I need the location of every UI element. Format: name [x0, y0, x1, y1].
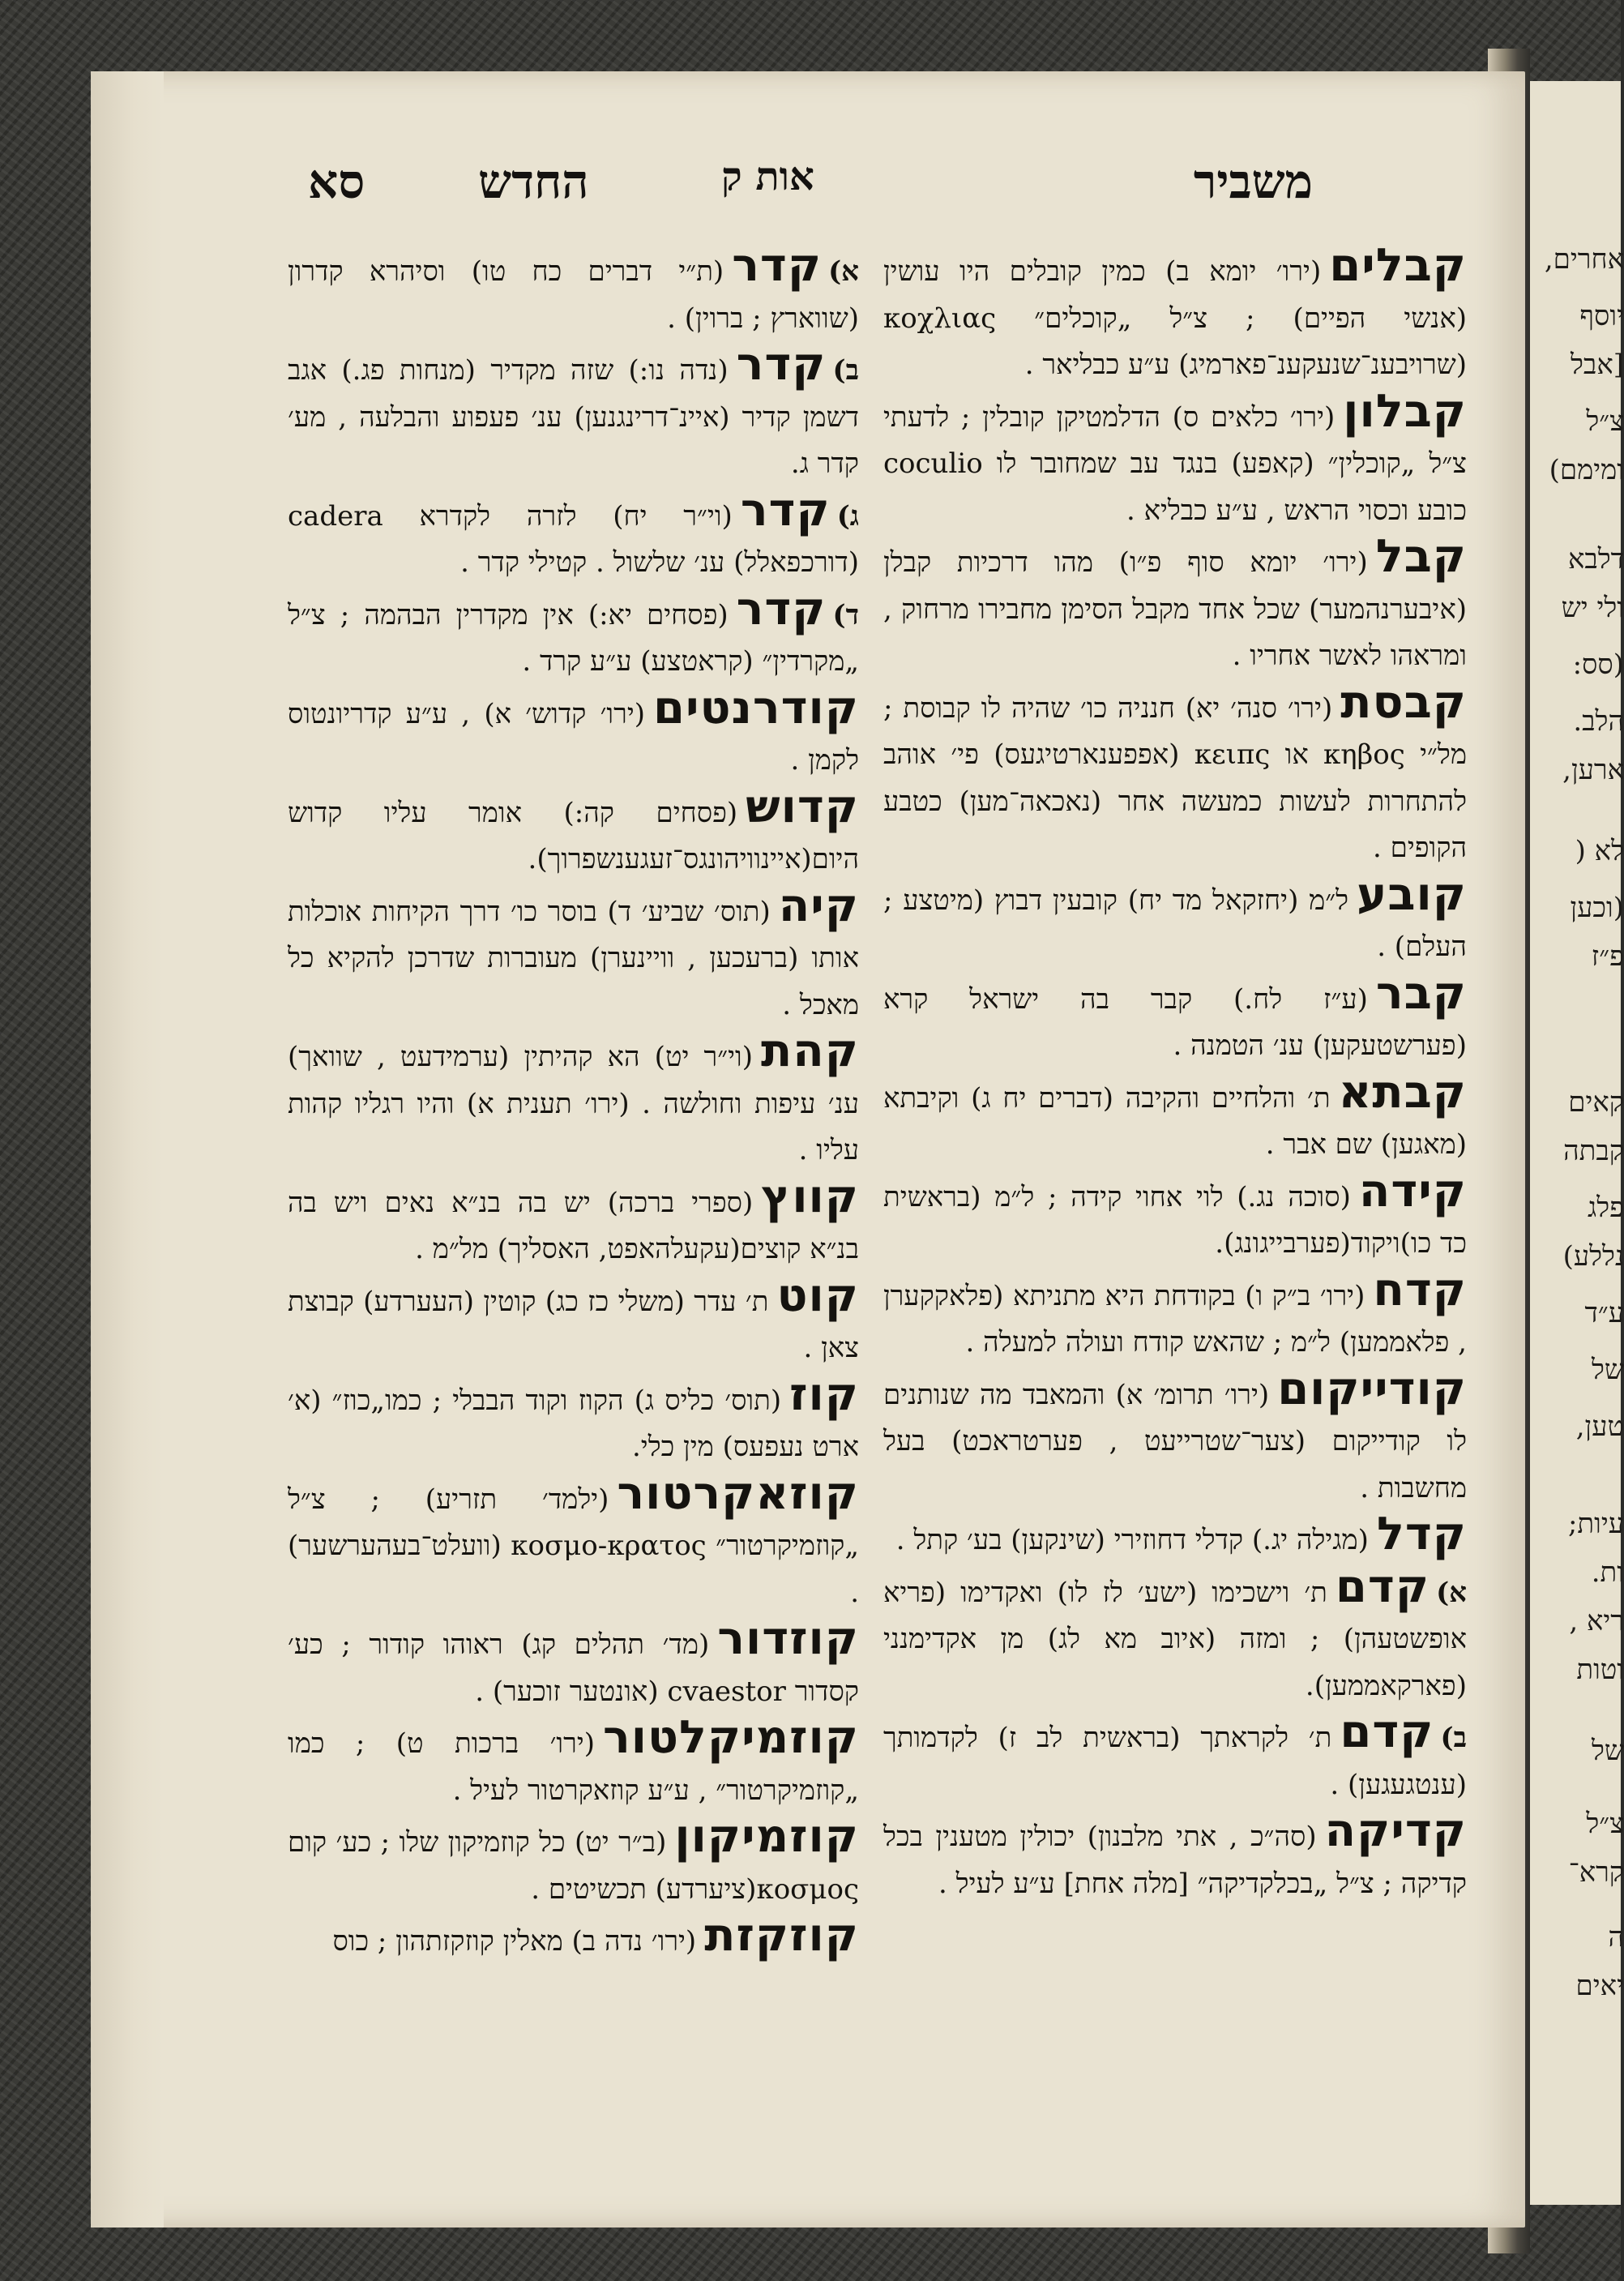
next-page-fragment: טען,	[1575, 1410, 1624, 1443]
entry-headword: קוזאקרטור	[617, 1466, 859, 1520]
next-page-fragment: (סס:	[1572, 648, 1624, 681]
next-page-edge	[1530, 81, 1624, 2205]
entry-definition: (ירו׳ קדוש׳ א) , ע״ע קדריונטוס לקמן .	[288, 697, 859, 777]
entry-headword: קוזמיקון	[674, 1810, 859, 1863]
entry-headword: קבתא	[1338, 1065, 1467, 1119]
next-page-fragment: עיות;	[1567, 1508, 1624, 1540]
dictionary-entry	[288, 1025, 859, 1175]
page-number: סא	[308, 154, 365, 209]
dictionary-entry	[883, 675, 1467, 872]
dictionary-entry	[288, 483, 859, 587]
entry-definition: (פסחים יא:) אין מקדרין הבהמה ; צ״ל „מקרדין״ (קראטצע) ע״ע קרד .	[288, 598, 859, 678]
dictionary-entry	[883, 966, 1467, 1070]
entry-headword: קבר	[1375, 966, 1467, 1020]
entry-marker: ב)	[832, 354, 859, 387]
dictionary-entry	[883, 1164, 1467, 1268]
entry-definition: (ירו׳ נדה ב) מאלין קוזקזתהון ; כוס	[332, 1925, 697, 1958]
dictionary-entry	[288, 879, 859, 1029]
entry-headword: קווץ	[761, 1170, 859, 1223]
entry-headword: קהת	[761, 1025, 859, 1077]
entry-headword: קוזדור	[717, 1612, 859, 1665]
entry-headword: קדם	[1335, 1560, 1430, 1613]
dictionary-entry	[288, 1269, 859, 1372]
entry-marker: ג)	[836, 499, 859, 533]
next-page-fragment: פלג	[1588, 1192, 1624, 1224]
entry-definition: (ירו׳ כלאים ס) הדלמטיקן קובלין ; לדעתי צ״ל „קוכלין״ (קאפע) בנגד עב שמחובר לו coculio כובע וכסוי הראש , ע״ע כבליא .	[883, 400, 1467, 527]
running-header	[292, 154, 1313, 219]
entry-headword: קדר	[736, 582, 827, 636]
next-page-fragment: ות.	[1591, 1556, 1624, 1589]
entry-headword: קוזמיקלטור	[603, 1711, 859, 1764]
entry-headword: קוז	[789, 1367, 859, 1421]
dictionary-entry	[883, 1705, 1467, 1808]
entry-headword: קדח	[1373, 1263, 1467, 1316]
next-page-fragment: נללע)	[1562, 1240, 1624, 1273]
page-edge	[91, 71, 164, 2228]
next-page-fragment: קרא־	[1568, 1856, 1624, 1889]
dictionary-entry	[883, 1560, 1467, 1710]
entry-definition: ל״מ (יחזקאל מד יח) קובעין דבוץ (מיטצע ; העלם) .	[883, 884, 1467, 963]
entry-definition: (סוכה נג.) לוי אחוי קידה ; ל״מ (בראשית כד כו)ויקוד(פערבייגונג).	[883, 1180, 1467, 1260]
next-page-fragment: דלבא	[1567, 543, 1624, 576]
dictionary-entry	[883, 239, 1467, 389]
entry-headword: קבלון	[1343, 384, 1467, 438]
dictionary-entry	[288, 1466, 859, 1617]
entry-definition: ת׳ והלחיים והקיבה (דברים יח ג) וקיבתא (מאגען) שם אבר .	[883, 1081, 1467, 1161]
dictionary-entry	[883, 1508, 1467, 1564]
entry-headword: קדל	[1376, 1508, 1467, 1560]
dictionary-entry	[288, 1909, 859, 1966]
entry-definition: (ת״י דברים כח טו) וסיהרא קדרון (שווארץ ; ברוין) .	[288, 255, 859, 335]
dictionary-entry	[288, 239, 859, 342]
entry-definition: (ב״ר יט) כל קוזמיקון שלו ; כע׳ קום κοσμος(ציערדע) תכשיטים .	[288, 1826, 859, 1906]
next-page-fragment: ע״ד	[1584, 1297, 1624, 1329]
entry-definition: (ירו׳ יומא סוף פ״ו) מהו דרכיות קבלן (איבערנהמער) שכל אחד מקבל הסימן מחבירו מרחוק , ומראהו לאשר אחריו .	[883, 546, 1467, 672]
entry-definition: (ספרי ברכה) יש בה בנ״א נאים ויש בה בנ״א קוצים(עקעלהאפט, האסליך) מל״מ .	[288, 1186, 859, 1265]
entry-headword: קבל	[1375, 530, 1467, 583]
entry-headword: קדר	[736, 338, 827, 391]
dictionary-entry	[883, 384, 1467, 535]
next-page-fragment: צ״ל	[1586, 1808, 1624, 1840]
next-page-fragment: ריא ,	[1569, 1605, 1624, 1637]
dictionary-entry	[883, 1263, 1467, 1367]
dictionary-entry	[288, 780, 859, 884]
entry-headword: קודרנטים	[653, 681, 859, 734]
dictionary-entry	[288, 1170, 859, 1273]
next-page-fragment: ה	[1608, 1921, 1624, 1954]
next-page-fragment: הלב.	[1573, 705, 1624, 738]
entry-headword: קבסת	[1340, 675, 1467, 729]
dictionary-entry	[883, 867, 1467, 971]
dictionary-entry	[288, 582, 859, 686]
next-page-fragment: ארען,	[1562, 754, 1624, 786]
entry-marker: ד)	[832, 598, 859, 631]
dictionary-entry	[288, 338, 859, 488]
next-page-fragment: ומימם)	[1549, 454, 1624, 486]
dictionary-entry	[883, 1065, 1467, 1169]
entry-headword: קובע	[1357, 867, 1467, 921]
entry-headword: קדיקה	[1324, 1804, 1467, 1857]
dictionary-entry	[883, 530, 1467, 680]
column-right	[883, 239, 1467, 1907]
next-page-fragment: קאים	[1568, 1086, 1624, 1119]
entry-headword: קדר	[732, 239, 823, 292]
column-left	[288, 239, 859, 1966]
entry-definition: (וי״ר יח) לזרה לקדרא cadera (דורכפאלל) ענ׳ שלשול . קטילי קדר .	[288, 499, 859, 579]
entry-headword: קדם	[1340, 1705, 1434, 1758]
entry-definition: (ירו׳ סנה׳ יא) חנניה כו׳ שהיה לו קבוסת ; מל״י κηβος או κειπς (אפפענארטיגעס) פי׳ אוהב להתחרות לעשות כמעשה אחר (נאכאה־מען) כטבע הקופים .	[883, 691, 1467, 864]
entry-marker: א)	[1436, 1576, 1467, 1609]
entry-definition: ת׳ וישכימו (ישע׳ לז לו) ואקדימו (פריא אופשטעהן) ; ומזה (איוב מא לג) מן אקדימנני (פארקאממען).	[883, 1576, 1467, 1702]
entry-definition: (ירו׳ ב״ק ו) בקודחת היא מתניתא (פלאקקערן , פלאממען) ל״מ ; שהאש קודח ועולה למעלה .	[883, 1279, 1467, 1359]
next-page-fragment: ולי יש	[1561, 592, 1624, 624]
entry-definition: (ע״ז לח.) קבר בה ישראל קרא (פערשטעקען) ענ׳ הטמנה .	[883, 982, 1467, 1062]
entry-headword: קוט	[776, 1269, 859, 1322]
entry-definition: (ירו׳ ברכות ט) ; כמו „קוזמיקרטור״ , ע״ע קוזאקרטור לעיל .	[288, 1727, 859, 1807]
entry-definition: (מגילה יג.) קדלי דחוזירי (שינקען) בע׳ קתל .	[895, 1524, 1369, 1556]
entry-headword: קבלים	[1329, 239, 1467, 292]
entry-definition: (וי״ר יט) הא קהיתין (ערמידעט , שוואך) ענ׳ עיפות וחולשה . (ירו׳ תענית א) והיו רגליו קהות עליו .	[288, 1041, 859, 1166]
next-page-fragment: יוסף	[1579, 300, 1624, 332]
dictionary-entry	[288, 1612, 859, 1715]
entry-headword: קידה	[1358, 1164, 1467, 1218]
entry-marker: ב)	[1440, 1722, 1467, 1754]
entry-definition: (ירו׳ תרומ׳ א) והמאבד מה שנותנים לו קודייקום (צער־שטרייעט , פערטראכט) בעל מחשבות .	[883, 1378, 1467, 1504]
next-page-fragment: לא (	[1575, 835, 1624, 867]
dictionary-entry	[883, 1362, 1467, 1513]
entry-marker: א)	[828, 255, 859, 288]
dictionary-entry	[288, 1711, 859, 1814]
next-page-fragment: [אבל	[1571, 349, 1624, 381]
entry-definition: (תוס׳ שביע׳ ד) בוסר כו׳ דרך הקיחות אוכלות אותו (ברעכען , וויינערן) מעוברות שדרכן להקיא כל מאכל .	[288, 895, 859, 1021]
entry-definition: ת׳ לקראתך (בראשית לב ז) לקדמותך (ענטגעגען) .	[883, 1722, 1467, 1801]
dictionary-entry	[883, 1804, 1467, 1907]
next-page-fragment: של	[1592, 1354, 1624, 1386]
entry-definition: (תוס׳ כליס ג) הקוז וקוד הבבלי ; כמו„כוז״ (א׳ ארט נעפעס) מין כלי.	[288, 1384, 859, 1463]
header-title-right: משביר	[1193, 154, 1313, 209]
dictionary-entry	[288, 681, 859, 785]
entry-definition: (ילמד׳ תזריע) ; צ״ל „קוזמיקרטור״ κοσμο-κρατος (וועלט־בעהערשער) .	[288, 1483, 859, 1609]
header-title-left: החדש	[478, 154, 589, 209]
entry-headword: קודייקום	[1277, 1362, 1467, 1415]
next-page-fragment: צ״ל	[1586, 405, 1624, 438]
next-page-fragment: קבתה	[1563, 1135, 1624, 1167]
next-page-fragment: פ״ז	[1591, 940, 1624, 973]
entry-headword: קדוש	[746, 780, 859, 833]
entry-definition: (ירו׳ יומא ב) כמין קובלים היו עושין (אנשי הפיים) ; צ״ל „קוכלים״ κοχλιας (שרויבענ־שנעקענ־פארמיג) ע״ע כבליאר .	[883, 255, 1467, 381]
entry-definition: (מד׳ תהלים קג) ראוהו קודור ; כע׳ קסדור cvaestor (אונטער זוכער) .	[288, 1628, 859, 1708]
next-page-fragment: של	[1592, 1735, 1624, 1767]
header-letter-section: אות ק	[721, 154, 814, 199]
entry-headword: קוזקזת	[704, 1909, 859, 1962]
next-page-fragment: וטות	[1576, 1654, 1624, 1686]
dictionary-entry	[288, 1810, 859, 1913]
entry-headword: קיה	[778, 879, 859, 932]
next-page-fragment: (וכען	[1570, 892, 1624, 924]
entry-headword: קדר	[740, 483, 831, 537]
next-page-fragment: אחרים,	[1544, 243, 1624, 276]
entry-definition: ת׳ עדר (משלי כז כג) קוטין (העערדע) קבוצת צאן .	[288, 1285, 859, 1364]
entry-definition: (פסחים קה:) אומר עליו קדוש היום(איינוויהונגס־זעגענשפרוך).	[288, 796, 859, 875]
dictionary-entry	[288, 1367, 859, 1471]
entry-definition: (סה״כ , אתי מלבנון) יכולין מטענין בכל קדיקה ; צ״ל „בכלקדיקה״ [מלה אחת] ע״ע לעיל .	[883, 1821, 1467, 1900]
next-page-fragment: יאים	[1575, 1970, 1624, 2002]
entry-definition: (נדה נו:) שזה מקדיר (מנחות פג.) אגב דשמן קדיר (איינ־דרינגנען) ענ׳ פעפוע והבלעה , מע׳ קדר ג.	[288, 354, 859, 480]
